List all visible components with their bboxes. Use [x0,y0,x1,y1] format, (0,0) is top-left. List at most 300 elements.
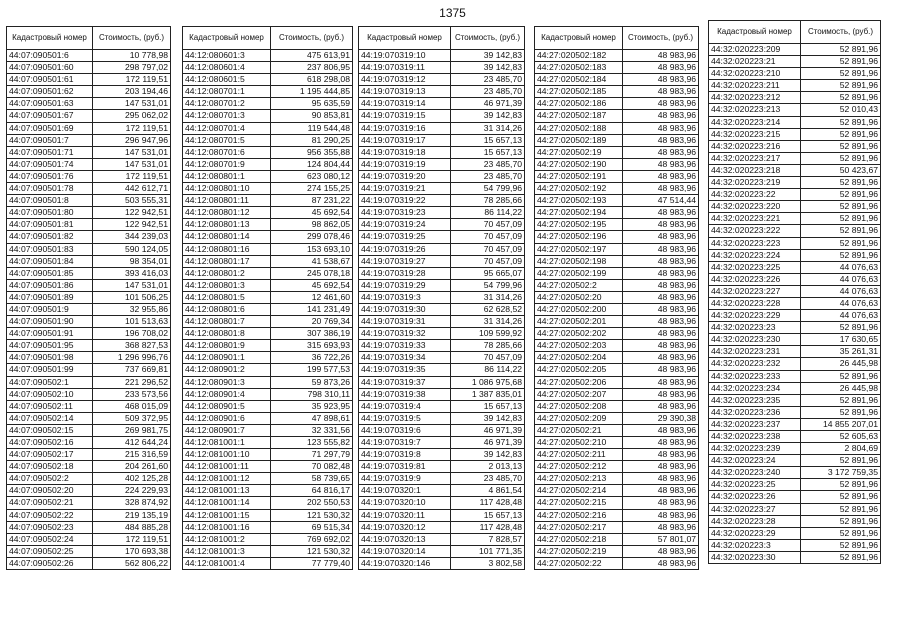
cost-cell: 562 806,22 [93,557,171,569]
cost-cell: 307 386,19 [271,328,353,340]
table-row [709,56,881,68]
cadastral-number-cell: 44:27:020502:191 [535,170,623,182]
table-row [359,267,525,279]
cadastral-number-cell: 44:07:090501:84 [7,255,93,267]
table-row [183,170,353,182]
cost-cell: 52 891,96 [801,539,881,551]
cost-cell: 233 573,56 [93,388,171,400]
table-row [7,388,171,400]
cost-cell: 147 531,01 [93,279,171,291]
cadastral-number-cell: 44:07:090502:14 [7,412,93,424]
table-row [359,291,525,303]
table-row [183,521,353,533]
table-row [535,340,699,352]
cadastral-number-cell: 44:12:080801:17 [183,255,271,267]
cost-cell: 402 125,28 [93,473,171,485]
cost-cell: 86 114,22 [451,364,525,376]
cost-cell: 172 119,51 [93,170,171,182]
cadastral-number-cell: 44:07:090501:76 [7,170,93,182]
table-row [7,545,171,557]
table-row [709,92,881,104]
cost-cell: 70 457,09 [451,243,525,255]
cadastral-number-cell: 44:12:080601:4 [183,62,271,74]
cadastral-number-cell: 44:19:070320:146 [359,557,451,569]
table-row [535,376,699,388]
table-row [183,473,353,485]
cost-cell: 45 692,54 [271,207,353,219]
cost-cell: 48 983,96 [623,328,699,340]
cost-cell: 798 310,11 [271,388,353,400]
cost-cell: 52 891,96 [801,394,881,406]
cadastral-number-cell: 44:19:070320:13 [359,533,451,545]
cost-cell: 769 692,02 [271,533,353,545]
cadastral-number-cell: 44:19:070319:5 [359,412,451,424]
cost-cell: 7 828,57 [451,533,525,545]
cost-cell: 299 078,46 [271,231,353,243]
cost-cell: 172 119,51 [93,122,171,134]
table-row [183,340,353,352]
table-header [709,21,881,44]
cadastral-number-cell: 44:27:020502:203 [535,340,623,352]
cost-cell: 48 983,96 [623,267,699,279]
cadastral-number-cell: 44:27:020502:216 [535,509,623,521]
cost-cell: 15 657,13 [451,400,525,412]
table-row [359,303,525,315]
cost-cell: 26 445,98 [801,382,881,394]
cost-cell: 71 297,79 [271,449,353,461]
table-row [7,50,171,62]
cadastral-number-cell: 44:32:020223:236 [709,406,801,418]
cost-cell: 122 942,51 [93,219,171,231]
table-row [359,545,525,557]
table-row [7,376,171,388]
cost-cell: 442 612,71 [93,183,171,195]
cost-cell: 70 457,09 [451,255,525,267]
table-row [183,328,353,340]
cost-cell: 48 983,96 [623,110,699,122]
cadastral-number-cell: 44:07:090501:8 [7,195,93,207]
table-row [359,243,525,255]
cadastral-number-cell: 44:27:020502:202 [535,328,623,340]
header-cadastral-number: Кадастровый номер [183,27,271,50]
table-row [709,382,881,394]
cost-cell: 78 285,66 [451,195,525,207]
cadastral-number-cell: 44:32:020223:240 [709,467,801,479]
cadastral-number-cell: 44:12:080901:2 [183,364,271,376]
cadastral-number-cell: 44:12:081001:4 [183,557,271,569]
cost-cell: 170 693,38 [93,545,171,557]
cost-cell: 48 983,96 [623,74,699,86]
table-row [709,225,881,237]
table-row [7,255,171,267]
cost-cell: 52 891,96 [801,322,881,334]
cost-cell: 1 296 996,76 [93,352,171,364]
cadastral-number-cell: 44:07:090502:23 [7,521,93,533]
table-row [7,231,171,243]
cadastral-number-cell: 44:07:090501:7 [7,134,93,146]
cost-cell: 95 665,07 [451,267,525,279]
header-cadastral-number: Кадастровый номер [535,27,623,50]
cost-cell: 81 290,25 [271,134,353,146]
table-row [359,521,525,533]
cadastral-number-cell: 44:07:090502:25 [7,545,93,557]
cost-cell: 70 457,09 [451,231,525,243]
cost-cell: 219 135,19 [93,509,171,521]
cadastral-number-cell: 44:07:090501:74 [7,158,93,170]
table-row [535,521,699,533]
cadastral-number-cell: 44:12:080801:10 [183,183,271,195]
cadastral-number-cell: 44:32:020223:218 [709,164,801,176]
table-row [709,140,881,152]
cadastral-table-3 [358,26,525,570]
table-row [359,473,525,485]
cadastral-number-cell: 44:07:090501:6 [7,50,93,62]
cadastral-number-cell: 44:07:090501:95 [7,340,93,352]
cost-cell: 36 722,26 [271,352,353,364]
cost-cell: 172 119,51 [93,74,171,86]
cost-cell: 412 644,24 [93,437,171,449]
cadastral-number-cell: 44:07:090501:81 [7,219,93,231]
table-row [183,122,353,134]
table-row [359,134,525,146]
cost-cell: 48 983,96 [623,485,699,497]
cadastral-number-cell: 44:19:070319:6 [359,424,451,436]
cadastral-number-cell: 44:19:070319:24 [359,219,451,231]
cost-cell: 123 555,82 [271,437,353,449]
cost-cell: 52 891,96 [801,92,881,104]
table-row [709,213,881,225]
cadastral-number-cell: 44:12:081001:1 [183,437,271,449]
cost-cell: 328 874,92 [93,497,171,509]
table-row [359,219,525,231]
table-row [709,394,881,406]
cost-cell: 31 314,26 [451,291,525,303]
cadastral-number-cell: 44:27:020502:213 [535,473,623,485]
cost-cell: 475 613,91 [271,50,353,62]
cost-cell: 503 555,31 [93,195,171,207]
cadastral-number-cell: 44:27:020502:19 [535,146,623,158]
table-row [183,291,353,303]
cadastral-number-cell: 44:32:020223:223 [709,237,801,249]
page-number: 1375 [439,6,466,20]
cost-cell: 484 885,28 [93,521,171,533]
table-body [7,50,171,570]
cost-cell: 48 983,96 [623,521,699,533]
cost-cell: 52 891,96 [801,479,881,491]
table-row [183,134,353,146]
table-row [7,461,171,473]
cadastral-number-cell: 44:32:020223:210 [709,68,801,80]
cadastral-number-cell: 44:27:020502:209 [535,412,623,424]
cadastral-number-cell: 44:32:020223:215 [709,128,801,140]
cadastral-number-cell: 44:32:020223:221 [709,213,801,225]
cadastral-number-cell: 44:32:020223:209 [709,44,801,56]
cadastral-number-cell: 44:32:020223:229 [709,310,801,322]
table-body [535,50,699,570]
cadastral-number-cell: 44:32:020223:227 [709,285,801,297]
cost-cell: 41 538,67 [271,255,353,267]
table-row [535,316,699,328]
cost-cell: 204 261,60 [93,461,171,473]
cadastral-number-cell: 44:27:020502:195 [535,219,623,231]
table-row [359,449,525,461]
table-row [535,497,699,509]
table-row [709,80,881,92]
table-row [535,207,699,219]
cadastral-number-cell: 44:12:080801:3 [183,279,271,291]
header-cadastral-number: Кадастровый номер [7,27,93,50]
cadastral-number-cell: 44:19:070319:16 [359,122,451,134]
cadastral-table-1 [6,26,171,570]
cost-cell: 121 530,32 [271,509,353,521]
cadastral-number-cell: 44:12:080801:16 [183,243,271,255]
cost-cell: 52 891,96 [801,503,881,515]
cadastral-number-cell: 44:32:020223:28 [709,515,801,527]
table-row [709,346,881,358]
cadastral-number-cell: 44:19:070319:9 [359,473,451,485]
cadastral-number-cell: 44:27:020502:193 [535,195,623,207]
cadastral-number-cell: 44:19:070319:11 [359,62,451,74]
table-row [7,364,171,376]
cadastral-number-cell: 44:27:020502:197 [535,243,623,255]
cadastral-number-cell: 44:19:070319:14 [359,98,451,110]
cost-cell: 23 485,70 [451,86,525,98]
cost-cell: 52 891,96 [801,140,881,152]
cost-cell: 48 983,96 [623,388,699,400]
table-row [359,170,525,182]
cost-cell: 12 461,60 [271,291,353,303]
table-row [535,158,699,170]
table-row [709,455,881,467]
table-row [535,267,699,279]
cost-cell: 48 983,96 [623,449,699,461]
cost-cell: 86 114,22 [451,207,525,219]
cost-cell: 48 983,96 [623,424,699,436]
cadastral-number-cell: 44:32:020223:234 [709,382,801,394]
cadastral-number-cell: 44:12:081001:13 [183,485,271,497]
table-row [709,249,881,261]
cost-cell: 48 983,96 [623,98,699,110]
cost-cell: 468 015,09 [93,400,171,412]
cadastral-number-cell: 44:12:080701:9 [183,158,271,170]
cadastral-number-cell: 44:07:090502:1 [7,376,93,388]
cadastral-number-cell: 44:32:020223:29 [709,527,801,539]
cadastral-number-cell: 44:07:090501:69 [7,122,93,134]
table-row [183,449,353,461]
table-row [183,533,353,545]
table-row [709,370,881,382]
table-row [709,527,881,539]
table-row [183,316,353,328]
table-row [709,128,881,140]
table-row [7,437,171,449]
cadastral-number-cell: 44:32:020223:230 [709,334,801,346]
cadastral-number-cell: 44:19:070319:29 [359,279,451,291]
cadastral-number-cell: 44:12:080701:1 [183,86,271,98]
table-row [183,74,353,86]
cost-cell: 48 983,96 [623,364,699,376]
cost-cell: 44 076,63 [801,273,881,285]
table-row [183,279,353,291]
cadastral-number-cell: 44:07:090502:15 [7,424,93,436]
cadastral-table-4 [534,26,699,570]
table-row [7,195,171,207]
cost-cell: 98 862,05 [271,219,353,231]
cost-cell: 245 078,18 [271,267,353,279]
cadastral-number-cell: 44:07:090502:17 [7,449,93,461]
table-row [359,316,525,328]
table-row [535,86,699,98]
table-row [535,533,699,545]
table-row [535,388,699,400]
cadastral-number-cell: 44:27:020502:210 [535,437,623,449]
cost-cell: 48 983,96 [623,207,699,219]
cost-cell: 298 797,02 [93,62,171,74]
cost-cell: 48 983,96 [623,376,699,388]
cadastral-number-cell: 44:19:070320:1 [359,485,451,497]
cost-cell: 15 657,13 [451,146,525,158]
cadastral-number-cell: 44:32:020223:222 [709,225,801,237]
cadastral-number-cell: 44:19:070319:28 [359,267,451,279]
cadastral-number-cell: 44:27:020502:201 [535,316,623,328]
cost-cell: 296 947,96 [93,134,171,146]
cadastral-number-cell: 44:12:081001:12 [183,473,271,485]
cadastral-number-cell: 44:32:020223:214 [709,116,801,128]
table-row [7,170,171,182]
cost-cell: 122 942,51 [93,207,171,219]
cadastral-number-cell: 44:32:020223:24 [709,455,801,467]
table-row [7,473,171,485]
cadastral-number-cell: 44:19:070319:33 [359,340,451,352]
cadastral-number-cell: 44:19:070319:35 [359,364,451,376]
cost-cell: 48 983,96 [623,146,699,158]
table-row [7,400,171,412]
cost-cell: 54 799,96 [451,279,525,291]
cadastral-number-cell: 44:07:090501:62 [7,86,93,98]
table-row [183,557,353,569]
table-row [183,424,353,436]
header-cost: Стоимость, (руб.) [271,27,353,50]
cadastral-number-cell: 44:07:090501:9 [7,303,93,315]
cadastral-number-cell: 44:27:020502:198 [535,255,623,267]
cost-cell: 52 891,96 [801,237,881,249]
cost-cell: 31 314,26 [451,316,525,328]
table-row [709,261,881,273]
table-row [709,201,881,213]
table-row [359,437,525,449]
table-row [535,98,699,110]
cadastral-number-cell: 44:27:020502:219 [535,545,623,557]
cadastral-number-cell: 44:07:090501:98 [7,352,93,364]
cadastral-number-cell: 44:12:080801:2 [183,267,271,279]
cost-cell: 52 891,96 [801,249,881,261]
cost-cell: 52 891,96 [801,152,881,164]
cadastral-number-cell: 44:27:020502:187 [535,110,623,122]
table-row [7,485,171,497]
cadastral-number-cell: 44:27:020502:214 [535,485,623,497]
cost-cell: 39 142,83 [451,50,525,62]
cadastral-number-cell: 44:27:020502:188 [535,122,623,134]
table-row [709,334,881,346]
table-row [535,557,699,569]
cost-cell: 23 485,70 [451,158,525,170]
table-row [183,98,353,110]
table-row [183,255,353,267]
cost-cell: 39 142,83 [451,110,525,122]
table-row [183,62,353,74]
cadastral-number-cell: 44:32:020223:3 [709,539,801,551]
cadastral-number-cell: 44:07:090501:80 [7,207,93,219]
table-row [709,104,881,116]
cost-cell: 1 086 975,68 [451,376,525,388]
table-row [535,74,699,86]
cost-cell: 59 873,26 [271,376,353,388]
table-row [535,219,699,231]
table-row [7,328,171,340]
cost-cell: 52 891,96 [801,128,881,140]
table-row [183,146,353,158]
cost-cell: 52 891,96 [801,527,881,539]
cadastral-number-cell: 44:07:090501:85 [7,267,93,279]
cost-cell: 31 314,26 [451,122,525,134]
cost-cell: 2 013,13 [451,461,525,473]
cadastral-number-cell: 44:07:090502:16 [7,437,93,449]
cost-cell: 52 891,96 [801,56,881,68]
cost-cell: 44 076,63 [801,261,881,273]
table-row [7,340,171,352]
cadastral-number-cell: 44:32:020223:216 [709,140,801,152]
cost-cell: 32 955,86 [93,303,171,315]
table-row [359,461,525,473]
cadastral-number-cell: 44:19:070319:18 [359,146,451,158]
table-row [709,491,881,503]
cost-cell: 47 514,44 [623,195,699,207]
cadastral-number-cell: 44:27:020502:200 [535,303,623,315]
cost-cell: 70 457,09 [451,352,525,364]
cadastral-number-cell: 44:12:081001:2 [183,533,271,545]
cost-cell: 26 445,98 [801,358,881,370]
cadastral-number-cell: 44:27:020502:215 [535,497,623,509]
cost-cell: 29 390,38 [623,412,699,424]
cadastral-number-cell: 44:19:070319:4 [359,400,451,412]
header-cadastral-number: Кадастровый номер [359,27,451,50]
cadastral-number-cell: 44:12:081001:11 [183,461,271,473]
header-cost: Стоимость, (руб.) [801,21,881,44]
table-row [709,177,881,189]
cadastral-number-cell: 44:32:020223:235 [709,394,801,406]
cadastral-number-cell: 44:19:070319:25 [359,231,451,243]
table-row [359,74,525,86]
table-row [7,62,171,74]
cadastral-number-cell: 44:07:090501:86 [7,279,93,291]
cadastral-number-cell: 44:12:080801:12 [183,207,271,219]
table-row [535,473,699,485]
table-row [535,509,699,521]
cost-cell: 77 779,40 [271,557,353,569]
cadastral-number-cell: 44:12:080701:4 [183,122,271,134]
table-row [359,62,525,74]
cost-cell: 124 804,44 [271,158,353,170]
cadastral-number-cell: 44:27:020502:217 [535,521,623,533]
cost-cell: 141 231,49 [271,303,353,315]
cadastral-number-cell: 44:19:070319:31 [359,316,451,328]
table-row [7,122,171,134]
table-row [709,443,881,455]
cost-cell: 52 010,43 [801,104,881,116]
cadastral-number-cell: 44:19:070320:12 [359,521,451,533]
table-row [535,134,699,146]
cost-cell: 48 983,96 [623,279,699,291]
